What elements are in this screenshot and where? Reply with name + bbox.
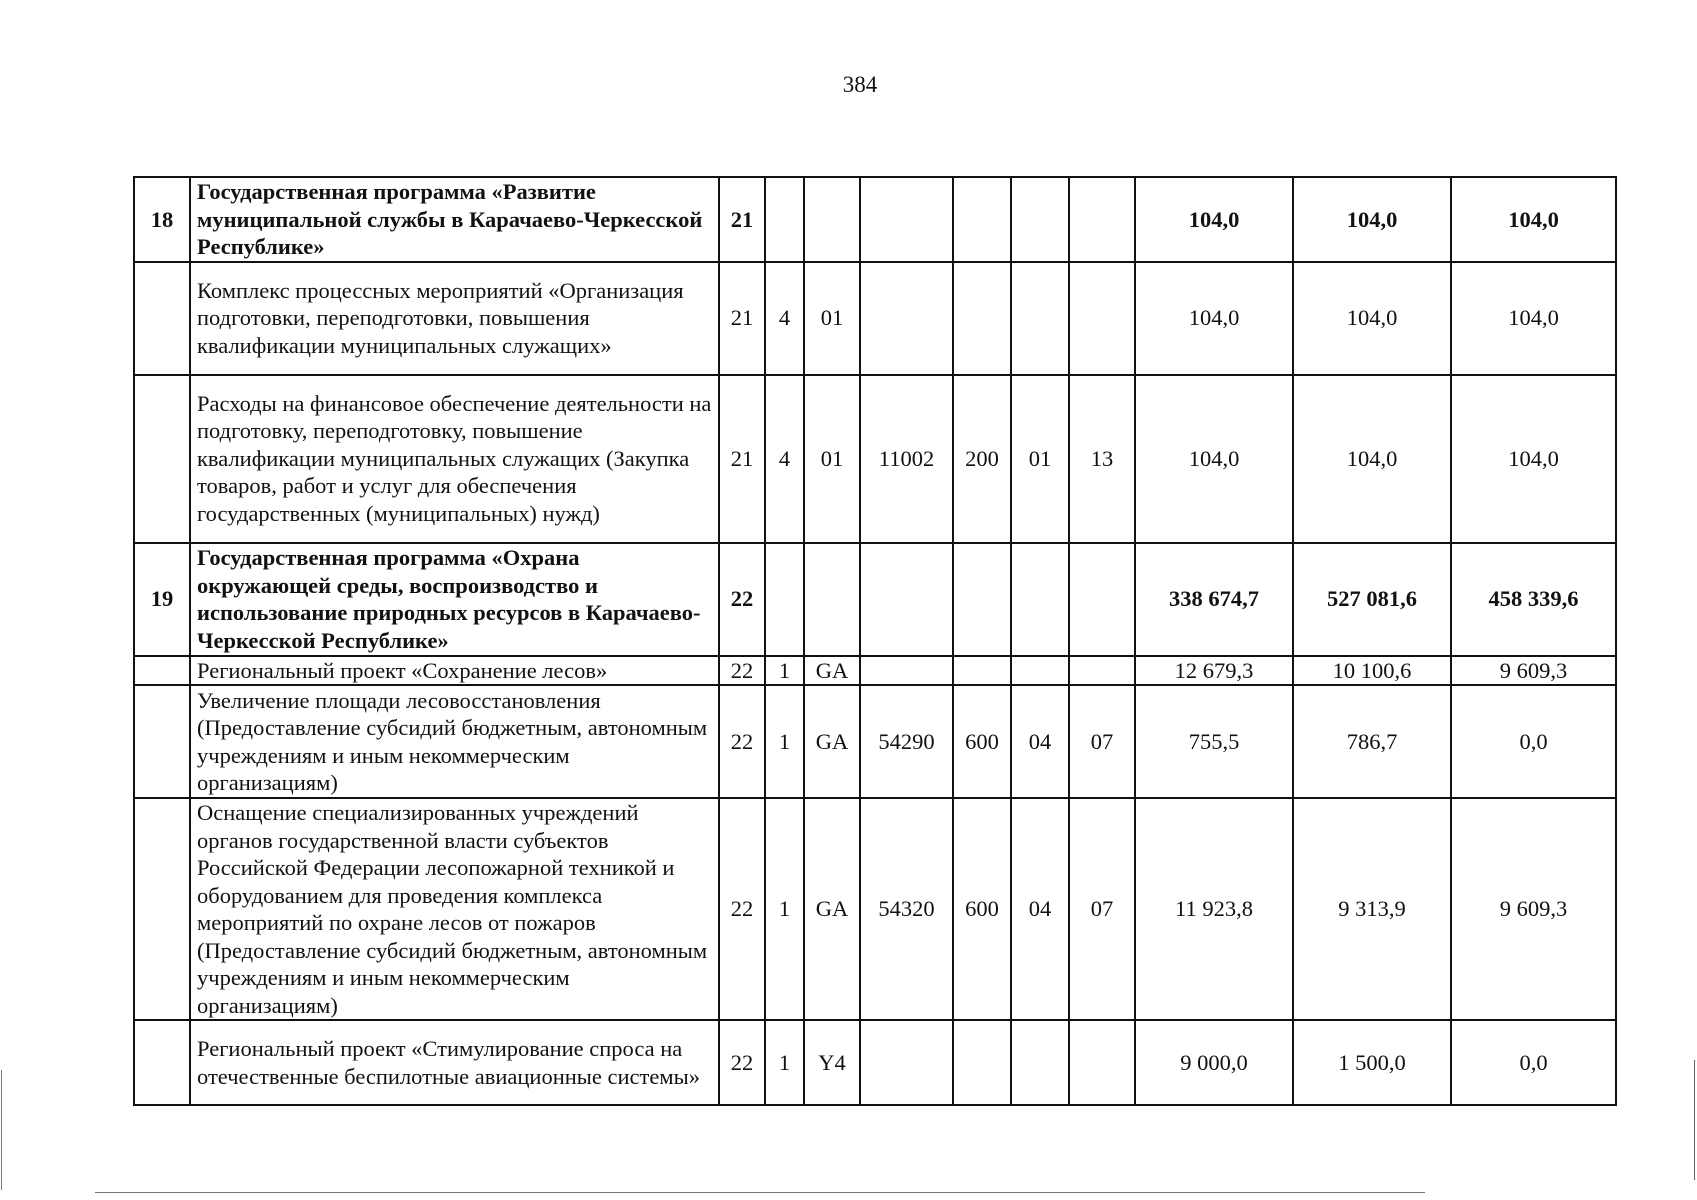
code-cell-6 [1011,177,1069,262]
row-number-cell [134,685,190,798]
code-cell-4: 54320 [860,798,953,1020]
scan-artifact-left-edge [1,1070,2,1190]
amount-cell-3: 104,0 [1451,177,1616,262]
description-cell: Оснащение специализированных учреждений органов государственной власти субъектов Российской Федерации лесопожарной техникой и оборудованием для проведения комплекса мероприятий по охране лесов от пожаров (Предоставление субсидий бюджетным, автономным учреждениям и иным некоммерческим организациям) [190,798,719,1020]
amount-cell-1: 11 923,8 [1135,798,1293,1020]
amount-cell-1: 104,0 [1135,375,1293,543]
code-cell-6 [1011,656,1069,686]
amount-cell-1: 12 679,3 [1135,656,1293,686]
code-cell-7 [1069,262,1135,375]
table-row [134,262,1616,375]
amount-cell-3: 104,0 [1451,375,1616,543]
description-cell: Региональный проект «Стимулирование спроса на отечественные беспилотные авиационные системы» [190,1020,719,1105]
row-number-cell [134,375,190,543]
code-cell-6 [1011,543,1069,656]
code-cell-7: 07 [1069,798,1135,1020]
code-cell-4: 11002 [860,375,953,543]
code-cell-6: 04 [1011,798,1069,1020]
scan-artifact-bottom-line [95,1192,1425,1193]
code-cell-3 [804,543,860,656]
amount-cell-2: 104,0 [1293,177,1451,262]
amount-cell-3: 0,0 [1451,685,1616,798]
description-cell: Увеличение площади лесовосстановления (Предоставление субсидий бюджетным, автономным учреждениям и иным некоммерческим организациям) [190,685,719,798]
row-number-cell: 18 [134,177,190,262]
code-cell-3: 01 [804,262,860,375]
amount-cell-1: 104,0 [1135,262,1293,375]
code-cell-5 [953,262,1011,375]
code-cell-1: 22 [719,543,765,656]
amount-cell-2: 104,0 [1293,375,1451,543]
row-number-cell [134,1020,190,1105]
code-cell-6 [1011,1020,1069,1105]
code-cell-2: 1 [765,685,804,798]
code-cell-1: 21 [719,375,765,543]
code-cell-1: 21 [719,262,765,375]
row-number-cell [134,262,190,375]
description-cell: Комплекс процессных мероприятий «Организация подготовки, переподготовки, повышения квалификации муниципальных служащих» [190,262,719,375]
table-row [134,375,1616,543]
code-cell-1: 22 [719,798,765,1020]
code-cell-3: 01 [804,375,860,543]
amount-cell-3: 9 609,3 [1451,798,1616,1020]
code-cell-5 [953,177,1011,262]
code-cell-1: 22 [719,656,765,686]
description-cell: Государственная программа «Охрана окружающей среды, воспроизводство и использование природных ресурсов в Карачаево-Черкесской Республике» [190,543,719,656]
table-row [134,685,1616,798]
amount-cell-1: 9 000,0 [1135,1020,1293,1105]
amount-cell-2: 786,7 [1293,685,1451,798]
amount-cell-2: 104,0 [1293,262,1451,375]
code-cell-4 [860,177,953,262]
code-cell-3: GA [804,656,860,686]
code-cell-6 [1011,262,1069,375]
amount-cell-3: 0,0 [1451,1020,1616,1105]
code-cell-1: 22 [719,685,765,798]
code-cell-5 [953,656,1011,686]
amount-cell-2: 9 313,9 [1293,798,1451,1020]
code-cell-1: 21 [719,177,765,262]
code-cell-4 [860,543,953,656]
page-number: 384 [842,72,878,97]
code-cell-2: 1 [765,798,804,1020]
amount-cell-3: 9 609,3 [1451,656,1616,686]
code-cell-2 [765,543,804,656]
code-cell-5 [953,543,1011,656]
amount-cell-3: 458 339,6 [1451,543,1616,656]
amount-cell-1: 755,5 [1135,685,1293,798]
code-cell-7 [1069,656,1135,686]
code-cell-5 [953,1020,1011,1105]
row-number-cell: 19 [134,543,190,656]
code-cell-6: 04 [1011,685,1069,798]
code-cell-5: 600 [953,798,1011,1020]
code-cell-3: GA [804,798,860,1020]
code-cell-7: 13 [1069,375,1135,543]
table-row [134,1020,1616,1105]
code-cell-4 [860,1020,953,1105]
code-cell-5: 600 [953,685,1011,798]
code-cell-3: Y4 [804,1020,860,1105]
description-cell: Расходы на финансовое обеспечение деятельности на подготовку, переподготовку, повышение квалификации муниципальных служащих (Закупка товаров, работ и услуг для обеспечения государственных (муниципальных) нужд) [190,375,719,543]
code-cell-2: 4 [765,375,804,543]
table-row [134,177,1616,262]
description-cell: Региональный проект «Сохранение лесов» [190,656,719,686]
amount-cell-3: 104,0 [1451,262,1616,375]
amount-cell-1: 104,0 [1135,177,1293,262]
amount-cell-2: 10 100,6 [1293,656,1451,686]
table-row [134,798,1616,1020]
code-cell-7 [1069,1020,1135,1105]
code-cell-2: 1 [765,656,804,686]
code-cell-5: 200 [953,375,1011,543]
code-cell-4 [860,262,953,375]
code-cell-1: 22 [719,1020,765,1105]
code-cell-7 [1069,177,1135,262]
code-cell-2 [765,177,804,262]
code-cell-4: 54290 [860,685,953,798]
budget-table [133,176,1617,1106]
code-cell-3: GA [804,685,860,798]
row-number-cell [134,656,190,686]
code-cell-3 [804,177,860,262]
code-cell-7 [1069,543,1135,656]
code-cell-2: 1 [765,1020,804,1105]
code-cell-2: 4 [765,262,804,375]
amount-cell-1: 338 674,7 [1135,543,1293,656]
amount-cell-2: 527 081,6 [1293,543,1451,656]
code-cell-7: 07 [1069,685,1135,798]
description-cell: Государственная программа «Развитие муниципальной службы в Карачаево-Черкесской Республике» [190,177,719,262]
scan-artifact-right-edge [1694,1060,1695,1180]
code-cell-4 [860,656,953,686]
row-number-cell [134,798,190,1020]
table-row [134,656,1616,686]
table-row [134,543,1616,656]
amount-cell-2: 1 500,0 [1293,1020,1451,1105]
code-cell-6: 01 [1011,375,1069,543]
